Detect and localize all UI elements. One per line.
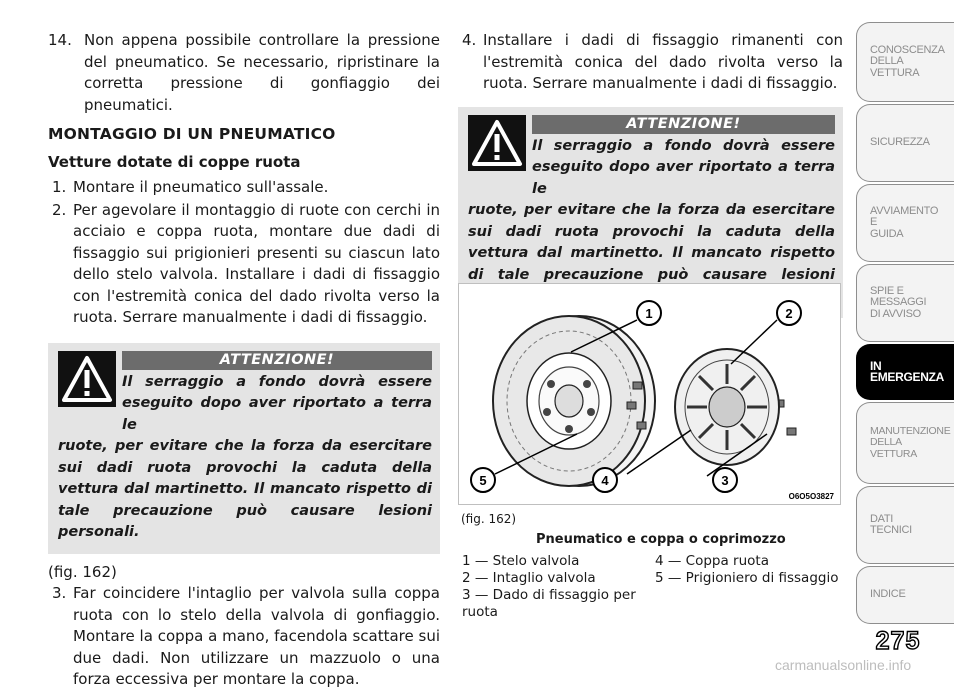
step-text: Non appena possibile controllare la pressione del pneumatico. Se necessario, ripristinare la corretta pressione di gonfiaggio dei pneumatici. xyxy=(84,31,440,114)
tab-spie-e-messaggi[interactable] xyxy=(856,264,954,342)
right-column xyxy=(458,30,843,318)
step-number: 4. xyxy=(462,31,477,49)
chapter-tabs-sidebar xyxy=(856,0,960,678)
figure-caption: Pneumatico e coppa o coprimozzo xyxy=(536,532,786,547)
tire-hubcap-illustration xyxy=(459,284,840,504)
warning-title: ATTENZIONE! xyxy=(122,351,432,370)
tab-label-line: INDICE xyxy=(870,588,906,601)
step-number: 3. xyxy=(52,584,67,602)
callout-4-label: 4 xyxy=(601,473,609,488)
figure-code: O6O5O3827 xyxy=(788,492,834,501)
legend-item: 5 — Prigioniero di fissaggio xyxy=(655,570,839,586)
legend-item: 2 — Intaglio valvola xyxy=(462,570,596,586)
step-1 xyxy=(48,177,440,199)
legend-left-column xyxy=(462,553,652,621)
step-text: Installare i dadi di fissaggio rimanenti con l'estremità conica del dado rivolta verso la ruota. Serrare manualmente i dadi di fissaggio. xyxy=(483,31,843,92)
tab-label-line: MESSAGGI xyxy=(870,296,927,309)
tab-label-line: CONOSCENZA xyxy=(870,43,945,56)
step-number: 1. xyxy=(52,178,67,196)
legend-item: 4 — Coppa ruota xyxy=(655,553,769,569)
warning-head xyxy=(468,115,835,201)
step-number: 14. xyxy=(48,31,72,49)
step-3 xyxy=(48,583,440,691)
callout-5-label: 5 xyxy=(479,473,487,488)
tab-label-line: GUIDA xyxy=(870,227,904,240)
warning-text-rest: ruote, per evitare che la forza da esercitare sui dadi ruota provochi la caduta della vettura dal martinetto. Il mancato rispetto di tale precauzione può causare lesioni personali. xyxy=(58,438,432,540)
tab-label-line: SPIE E xyxy=(870,284,904,297)
tab-label-line: TECNICI xyxy=(870,524,912,536)
figure-162-tire-and-hubcap xyxy=(458,283,841,505)
tab-avviamento-e-guida[interactable] xyxy=(856,184,954,262)
watermark: carmanualsonline.info xyxy=(775,657,912,673)
hubcap-drawing xyxy=(675,349,779,465)
tab-label-line: DATI xyxy=(870,512,894,525)
warning-triangle-icon xyxy=(58,351,116,407)
figure-caption-reference: (fig. 162) xyxy=(461,512,517,526)
warning-head xyxy=(58,351,432,437)
warning-title: ATTENZIONE! xyxy=(532,115,835,134)
callout-1-label: 1 xyxy=(645,306,653,321)
warning-triangle-icon xyxy=(468,115,526,171)
legend-item: 3 — Dado di fissaggio per xyxy=(462,587,636,603)
legend-right-column xyxy=(655,553,855,587)
callout-2-label: 2 xyxy=(785,306,793,321)
figure-reference: (fig. 162) xyxy=(48,562,117,581)
warning-text-rest: ruote, per evitare che la forza da esercitare sui dadi ruota provochi la caduta della vettura dal martinetto. Il mancato rispetto di tale precauzione può causare lesioni xyxy=(468,202,835,283)
tab-dati-tecnici[interactable] xyxy=(856,486,954,564)
tab-label-line: DELLA xyxy=(870,436,902,449)
step-text: Per agevolare il montaggio di ruote con cerchi in acciaio e coppa ruota, montare due dadi di fissaggio sui prigionieri presenti su ciascun lato dello stelo valvola. Installare i dadi di fissaggio con l'estremità conica del dado rivolta verso la ruota. Serrare manualmente i dadi di fissaggio. xyxy=(73,200,440,326)
step-14 xyxy=(48,30,440,116)
callout-3-label: 3 xyxy=(721,473,729,488)
tab-manutenzione-della-vettura[interactable] xyxy=(856,402,954,484)
tab-sicurezza[interactable] xyxy=(856,104,954,182)
warning-box xyxy=(48,343,440,554)
tire-drawing xyxy=(493,316,655,486)
tab-indice[interactable] xyxy=(856,566,954,624)
warning-text-first: Il serraggio a fondo dovrà essere eseguito dopo aver riportato a terra le xyxy=(532,137,835,197)
tab-label-line: DI AVVISO xyxy=(870,307,921,320)
step-4 xyxy=(458,30,843,95)
sub-title: Vetture dotate di coppe ruota xyxy=(48,152,301,171)
tab-label-line: SICUREZZA xyxy=(870,136,930,149)
step-text: Montare il pneumatico sull'assale. xyxy=(73,178,329,196)
tab-label-line: VETTURA xyxy=(870,447,917,460)
tab-label-line: VETTURA xyxy=(870,66,920,79)
tab-label-line: E xyxy=(870,216,878,229)
left-column xyxy=(48,30,440,692)
step-text: Far coincidere l'intaglio per valvola sulla coppa ruota con lo stelo della valvola di gonfiaggio. Montare la coppa a mano, facendola scattare sui due dadi. Non utilizzare un mazzuolo o una forza eccessiva per montare la coppa. xyxy=(73,584,440,688)
tab-label-line: EMERGENZA xyxy=(870,370,944,384)
tab-label-line: AVVIAMENTO xyxy=(870,204,939,217)
tab-label-line: IN xyxy=(870,358,882,373)
legend-item: 1 — Stelo valvola xyxy=(462,553,580,569)
step-number: 2. xyxy=(52,200,67,219)
warning-text-first: Il serraggio a fondo dovrà essere eseguito dopo aver riportato a terra le xyxy=(122,373,432,433)
tab-label-line: MANUTENZIONE xyxy=(870,424,951,437)
tab-conoscenza-della-vettura[interactable] xyxy=(856,22,954,102)
tab-in-emergenza[interactable] xyxy=(856,344,954,400)
tab-label-line: DELLA xyxy=(870,55,904,68)
legend-item: ruota xyxy=(462,604,498,620)
step-2 xyxy=(48,200,440,329)
section-title: MONTAGGIO DI UN PNEUMATICO xyxy=(48,125,336,143)
page-number: 275 xyxy=(875,627,921,655)
